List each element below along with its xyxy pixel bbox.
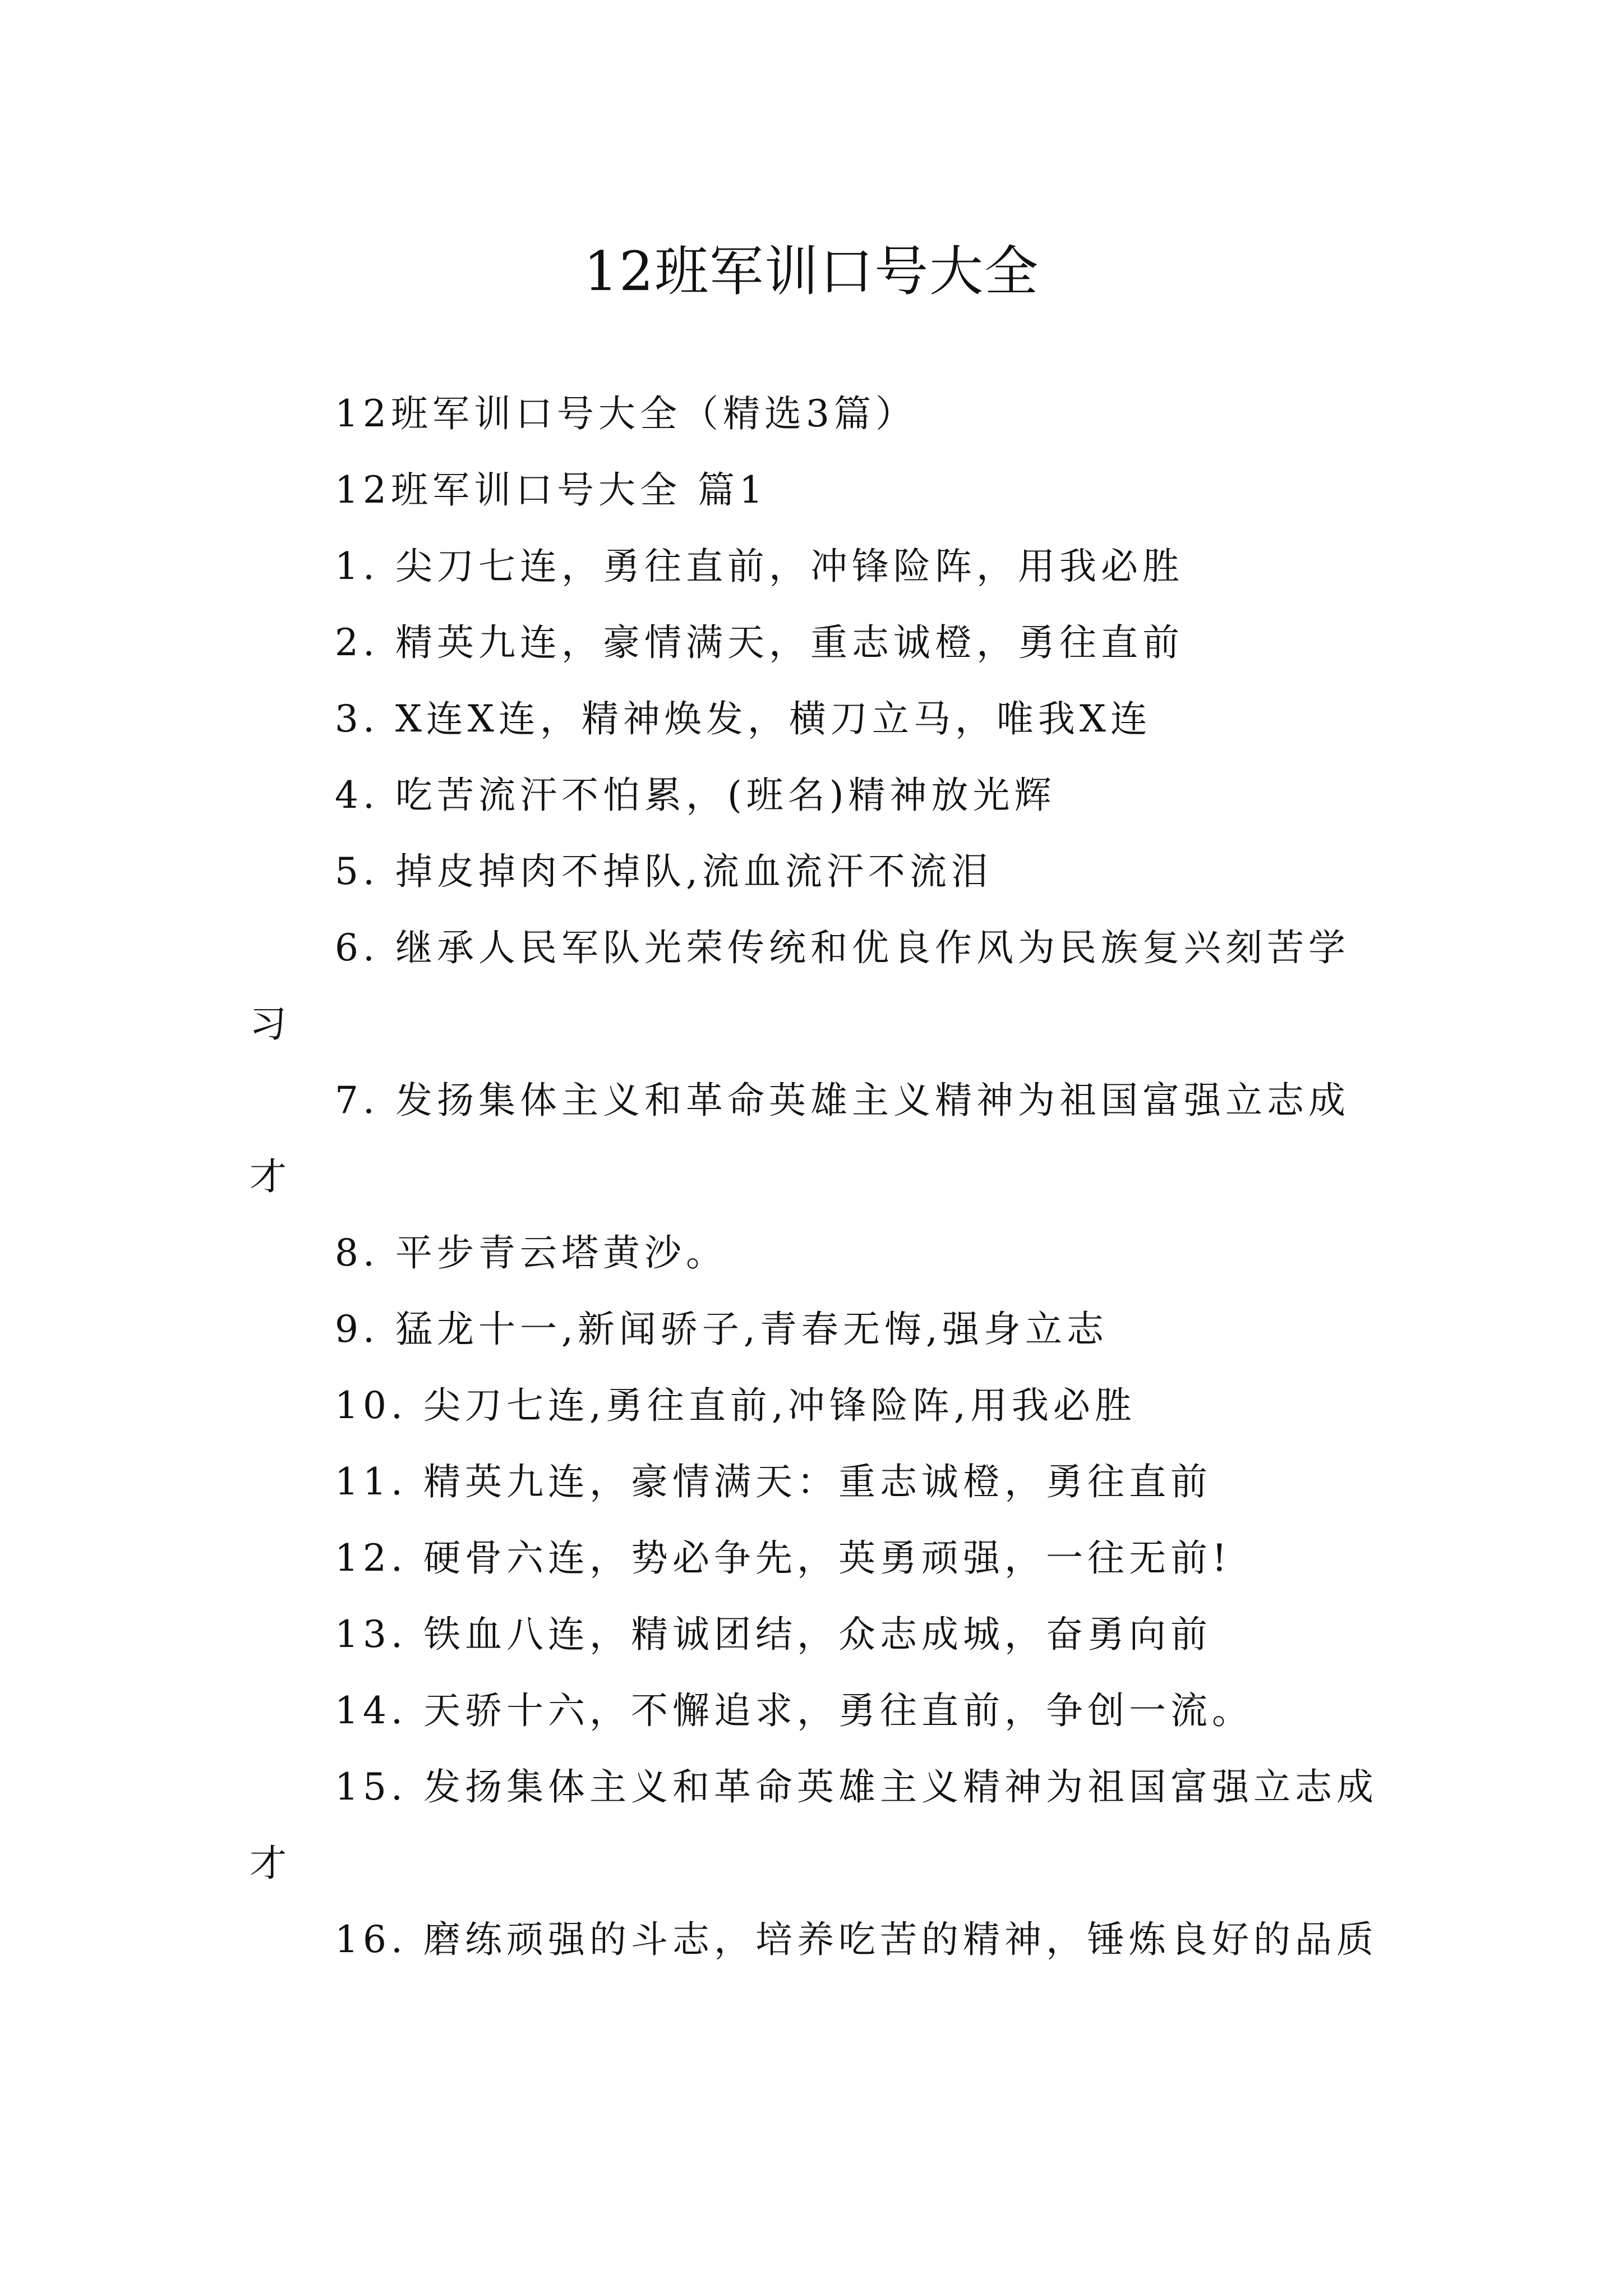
- slogan-item-8: 8. 平步青云塔黄沙。: [335, 1231, 727, 1274]
- slogan-item-10: 10. 尖刀七连,勇往直前,冲锋险阵,用我必胜: [335, 1384, 1136, 1427]
- slogan-item-12: 12. 硬骨六连，势必争先，英勇顽强，一往无前!: [335, 1536, 1232, 1580]
- slogan-item-14: 14. 天骄十六，不懈追求，勇往直前，争创一流。: [335, 1689, 1253, 1732]
- slogan-item-6: 6. 继承人民军队光荣传统和优良作风为民族复兴刻苦学习: [250, 926, 1350, 1046]
- slogan-item-11: 11. 精英九连，豪情满天：重志诚橙，勇往直前: [335, 1460, 1212, 1503]
- slogan-item-5: 5. 掉皮掉肉不掉队,流血流汗不流泪: [335, 850, 993, 893]
- slogan-item-9: 9. 猛龙十一,新闻骄子,青春无悔,强身立志: [335, 1308, 1108, 1351]
- document-body: [250, 376, 1388, 1978]
- slogan-item-2: 2. 精英九连，豪情满天，重志诚橙，勇往直前: [335, 621, 1184, 664]
- slogan-item-15: 15. 发扬集体主义和革命英雄主义精神为祖国富强立志成才: [250, 1765, 1378, 1885]
- paragraph-subtitle: 12班军训口号大全（精选3篇）: [335, 392, 917, 435]
- slogan-item-1: 1. 尖刀七连，勇往直前，冲锋险阵，用我必胜: [335, 545, 1184, 588]
- slogan-item-3: 3. X连X连，精神焕发，横刀立马，唯我X连: [335, 697, 1152, 740]
- slogan-item-13: 13. 铁血八连，精诚团结，众志成城，奋勇向前: [335, 1613, 1212, 1656]
- slogan-item-7: 7. 发扬集体主义和革命英雄主义精神为祖国富强立志成才: [250, 1079, 1350, 1198]
- slogan-item-4: 4. 吃苦流汗不怕累，(班名)精神放光辉: [335, 774, 1056, 817]
- paragraph-section-heading: 12班军训口号大全 篇1: [335, 468, 767, 512]
- slogan-item-16: 16. 磨练顽强的斗志，培养吃苦的精神，锤炼良好的品质: [335, 1918, 1378, 1961]
- document-title: 12班军训口号大全: [583, 240, 1040, 303]
